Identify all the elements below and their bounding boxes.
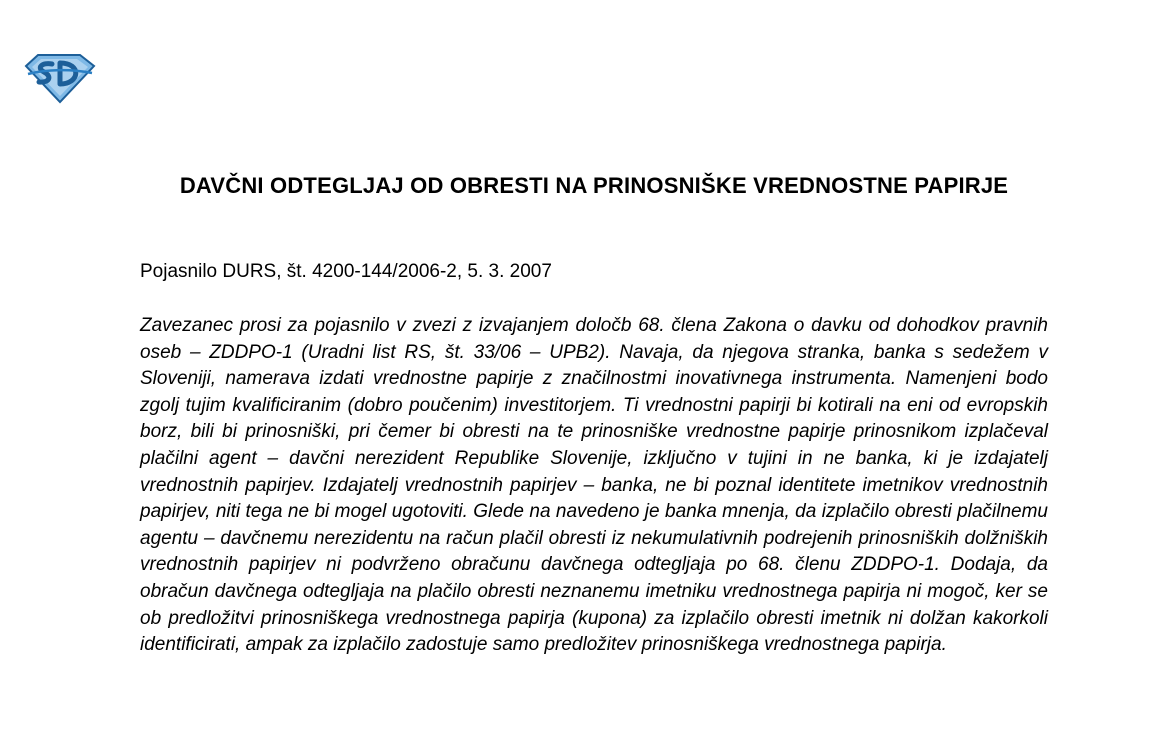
- durs-logo-icon: [22, 52, 96, 104]
- document-title: DAVČNI ODTEGLJAJ OD OBRESTI NA PRINOSNIŠKE VREDNOSTNE PAPIRJE: [179, 173, 1009, 198]
- logo-shield-svg: [22, 52, 96, 104]
- document-reference: Pojasnilo DURS, št. 4200-144/2006-2, 5. 3. 2007: [140, 261, 552, 282]
- document-paragraph: Zavezanec prosi za pojasnilo v zvezi z izvajanjem določb 68. člena Zakona o davku od dohodkov pravnih oseb – ZDDPO-1 (Uradni list RS, št. 33/06 – UPB2). Navaja, da njegova stranka, banka s sedežem v Sloveniji, namerava izdati vrednostne papirje z značilnostmi inovativnega instrumenta. Namenjeni bodo zgolj tujim kvalificiranim (dobro poučenim) investitorjem. Ti vrednostni papirji bi kotirali na eni od evropskih borz, bili bi prinosniški, pri čemer bi obresti na te prinosniške vrednostne papirje prinosnikom izplačeval plačilni agent – davčni nerezident Republike Slovenije, izključno v tujini in ne banka, ki je izdajatelj vrednostnih papirjev. Izdajatelj vrednostnih papirjev – banka, ne bi poznal identitete imetnikov vrednostnih papirjev, niti tega ne bi mogel ugotoviti. Glede na navedeno je banka mnenja, da izplačilo obresti plačilnemu agentu – davčnemu nerezidentu na račun plačil obresti iz nekumulativnih podrejenih prinosniških dolžniških vrednostnih papirjev ni podvrženo obračunu davčnega odtegljaja po 68. členu ZDDPO-1. Dodaja, da obračun davčnega odtegljaja na plačilo obresti neznanemu imetniku vrednostnega papirja ni mogoč, ker se ob predložitvi prinosniškega vrednostnega papirja (kupona) za izplačilo obresti imetnik ni dolžan kakorkoli identificirati, ampak za izplačilo zadostuje samo predložitev prinosniškega vrednostnega papirja.: [140, 315, 1048, 656]
